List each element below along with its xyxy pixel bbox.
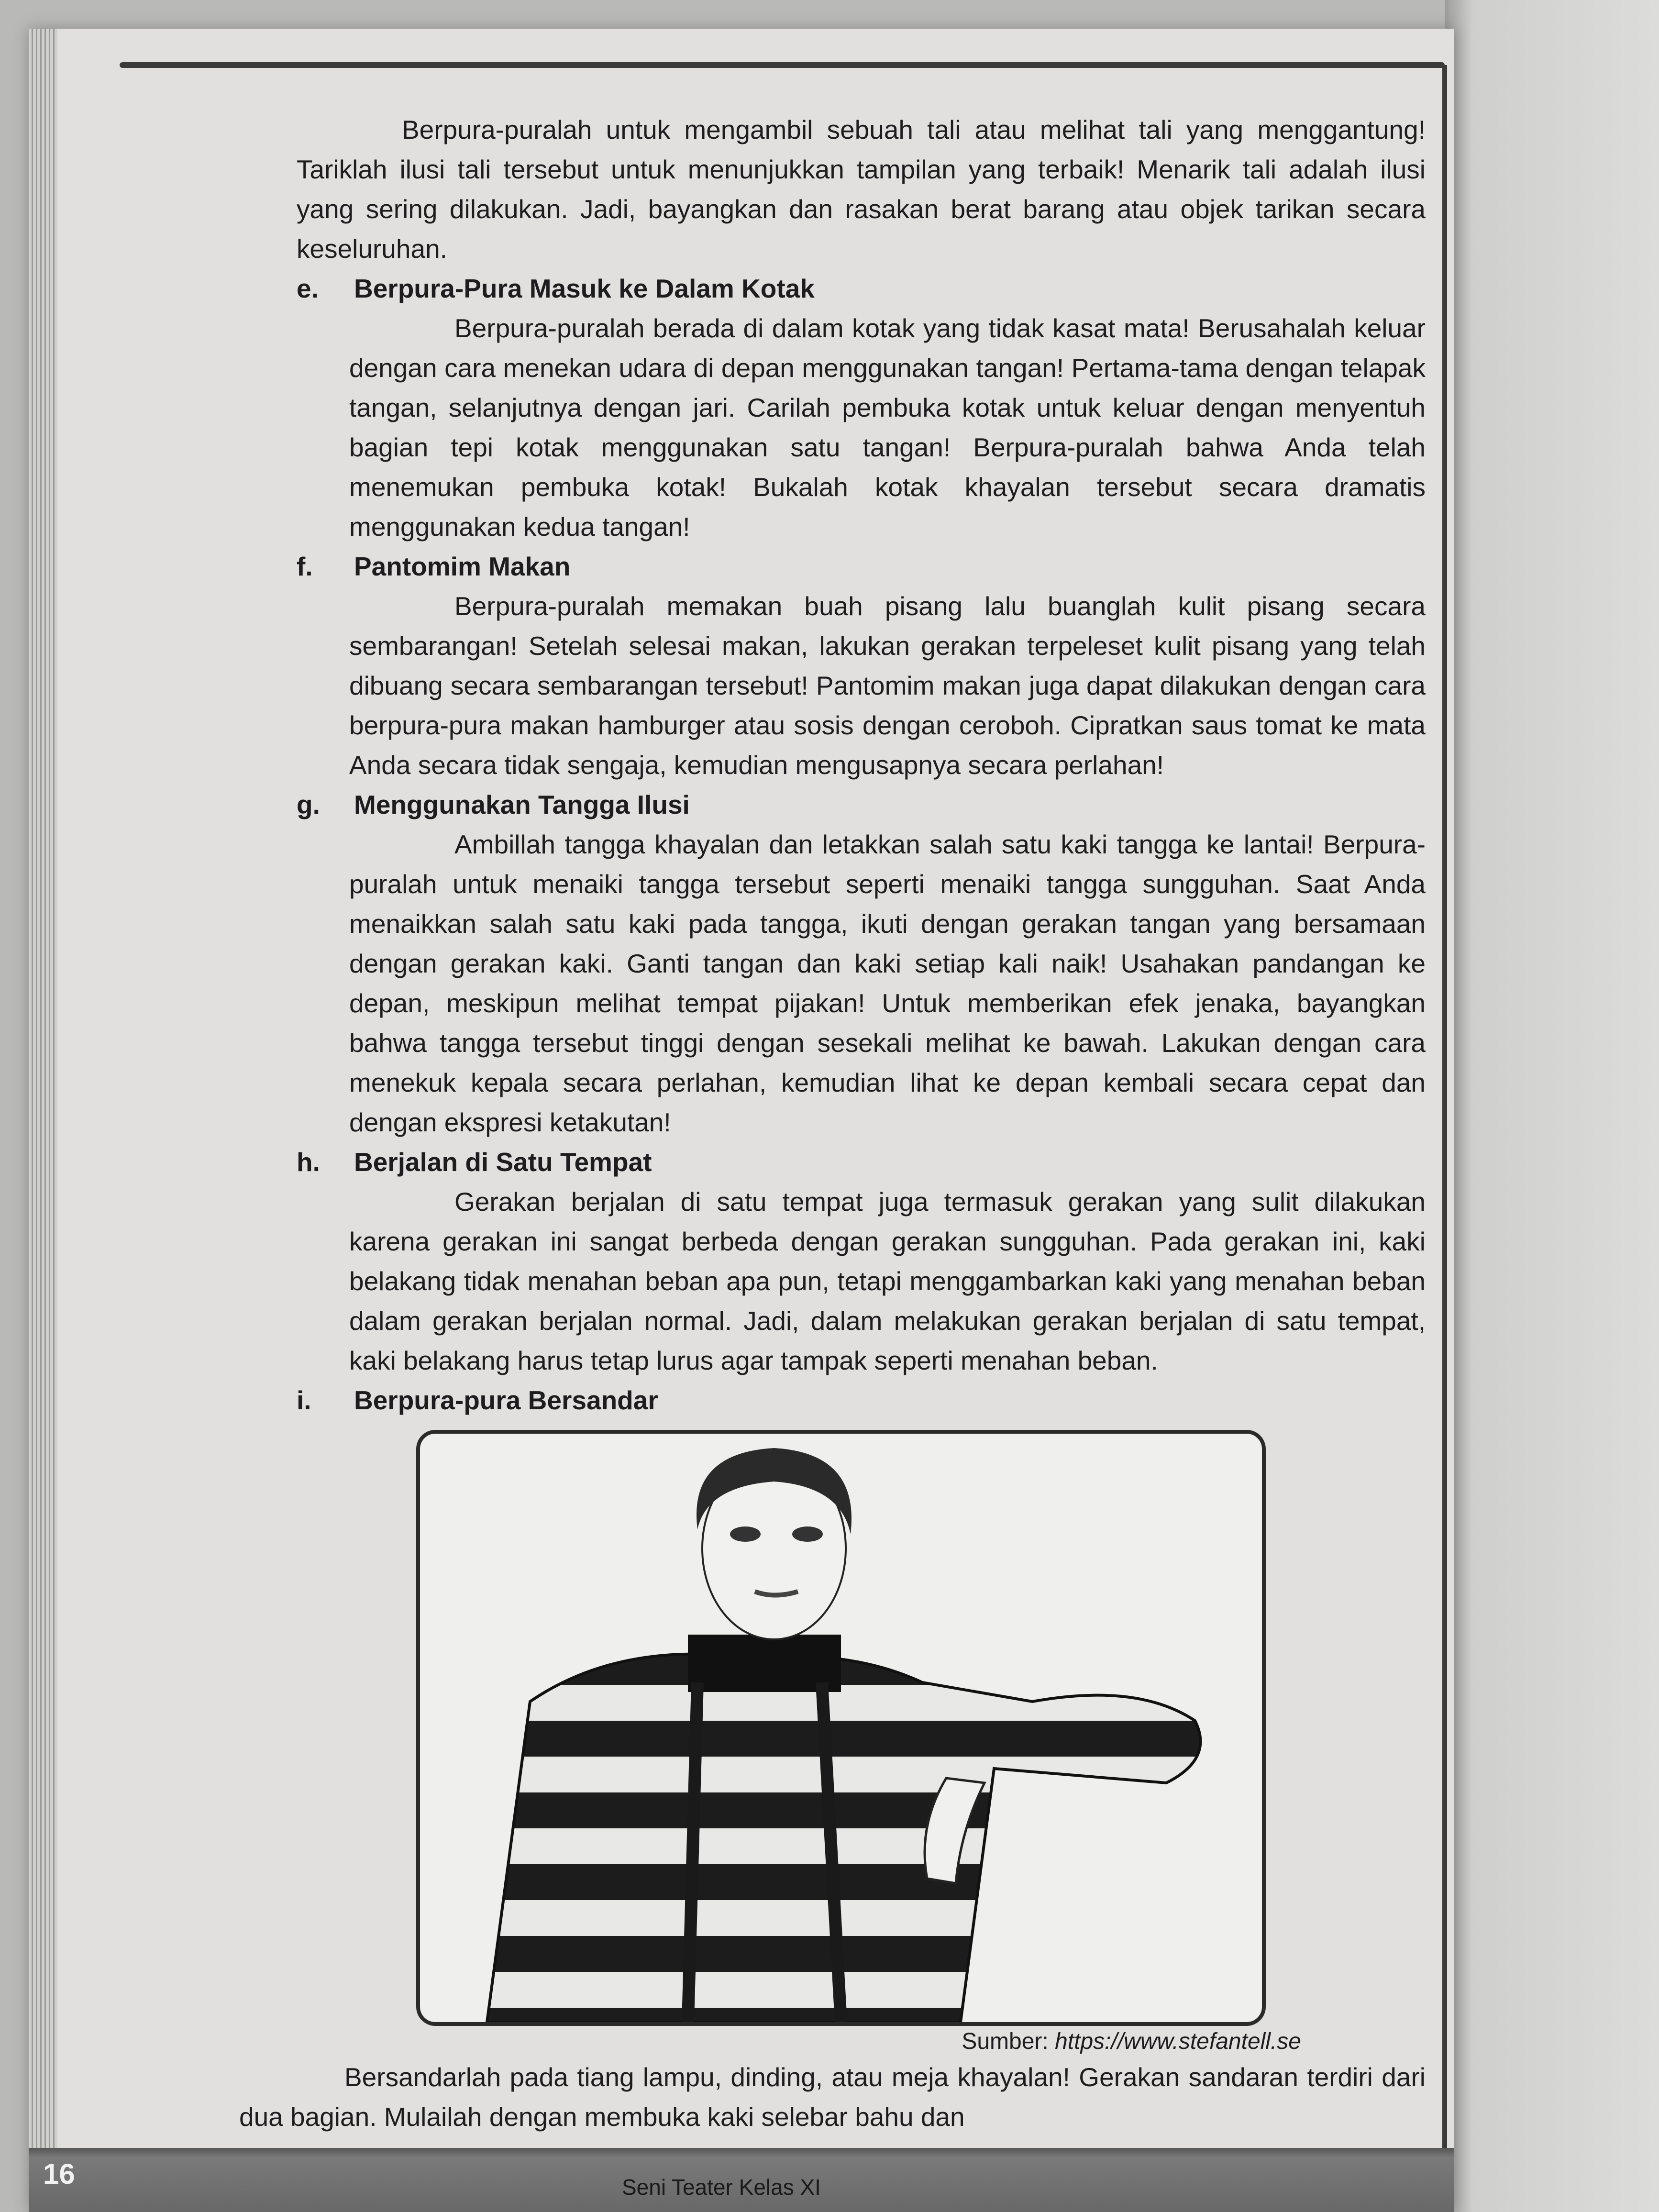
closing-paragraph: Bersandarlah pada tiang lampu, dinding, atau meja khayalan! Gerakan sandaran terdiri dari dua bagian. Mulailah dengan membuka kaki selebar bahu dan <box>239 2062 1426 2132</box>
left-eye <box>730 1526 761 1542</box>
section-body-e: Berpura-puralah berada di dalam kotak yang tidak kasat mata! Berusahalah keluar dengan cara menekan udara di depan menggunakan tangan! Pertama-tama dengan telapak tangan, selanjutnya dengan jari. Carilah pembuka kotak untuk keluar dengan menyentuh bagian tepi kotak menggunakan satu tangan! Berpura-puralah bahwa Anda telah menemukan pembuka kotak! Bukalah kotak khayalan tersebut secara dramatis menggunakan kedua tangan! <box>349 313 1426 542</box>
page-border-right <box>1442 65 1447 2208</box>
next-page-edge <box>1445 0 1659 2212</box>
book-title: Seni Teater Kelas XI <box>622 2175 821 2200</box>
section-letter: g. <box>297 790 320 819</box>
section-title: Menggunakan Tangga Ilusi <box>354 790 690 819</box>
section-letter: e. <box>297 274 319 303</box>
page-border-top <box>120 62 1445 68</box>
page-content <box>239 110 1426 2137</box>
photo-caption <box>416 2026 1301 2057</box>
right-eye <box>792 1526 823 1542</box>
section-body-f: Berpura-puralah memakan buah pisang lalu buanglah kulit pisang secara sembarangan! Setelah selesai makan, lakukan gerakan terpeleset kulit pisang yang telah dibuang secara sembarangan tersebut! Pantomim makan juga dapat dilakukan dengan cara berpura-pura makan hamburger atau sosis dengan ceroboh. Cipratkan saus tomat ke mata Anda secara tidak sengaja, kemudian mengusapnya secara perlahan! <box>349 591 1426 780</box>
section-heading-i <box>297 1381 1426 1420</box>
page-footer <box>29 2148 1454 2212</box>
section-heading-g <box>297 785 1426 825</box>
section-title: Pantomim Makan <box>354 552 571 581</box>
section-letter: i. <box>297 1385 311 1415</box>
mime-leaning-illustration <box>420 1434 1262 2022</box>
caption-label: Sumber: <box>962 2029 1049 2054</box>
book-page <box>29 29 1454 2212</box>
section-heading-e <box>297 269 1426 309</box>
caption-source-url: https://www.stefantell.se <box>1055 2029 1301 2054</box>
section-letter: h. <box>297 1147 320 1177</box>
intro-paragraph: Berpura-puralah untuk mengambil sebuah tali atau melihat tali yang menggantung! Tariklah ilusi tali tersebut untuk menunjukkan tampilan yang terbaik! Menarik tali adalah ilusi yang sering dilakukan. Jadi, bayangkan dan rasakan berat barang atau objek tarikan secara keseluruhan. <box>297 115 1426 264</box>
mime-photo <box>416 1430 1266 2026</box>
section-body-h: Gerakan berjalan di satu tempat juga termasuk gerakan yang sulit dilakukan karena gerakan ini sangat berbeda dengan gerakan sungguhan. Pada gerakan ini, kaki belakang tidak menahan beban apa pun, tetapi menggambarkan kaki yang menahan beban dalam gerakan berjalan normal. Jadi, dalam melakukan gerakan berjalan di satu tempat, kaki belakang harus tetap lurus agar tampak seperti menahan beban. <box>349 1187 1426 1375</box>
section-body-g: Ambillah tangga khayalan dan letakkan salah satu kaki tangga ke lantai! Berpura-puralah untuk menaiki tangga tersebut seperti menaiki tangga sungguhan. Saat Anda menaikkan salah satu kaki pada tangga, ikuti dengan gerakan tangan yang bersamaan dengan gerakan kaki. Ganti tangan dan kaki setiap kali naik! Usahakan pandangan ke depan, meskipun melihat tempat pijakan! Untuk memberikan efek jenaka, bayangkan bahwa tangga tersebut tinggi dengan sesekali melihat ke bawah. Lakukan dengan cara menekuk kepala secara perlahan, kemudian lihat ke depan kembali secara cepat dan dengan ekspresi ketakutan! <box>349 830 1426 1137</box>
section-title: Berjalan di Satu Tempat <box>354 1147 652 1177</box>
section-heading-h <box>297 1142 1426 1182</box>
page-number: 16 <box>43 2158 75 2190</box>
section-title: Berpura-Pura Masuk ke Dalam Kotak <box>354 274 815 303</box>
section-letter: f. <box>297 552 313 581</box>
page-stack-edge <box>29 29 57 2212</box>
section-title: Berpura-pura Bersandar <box>354 1385 658 1415</box>
section-heading-f <box>297 547 1426 586</box>
